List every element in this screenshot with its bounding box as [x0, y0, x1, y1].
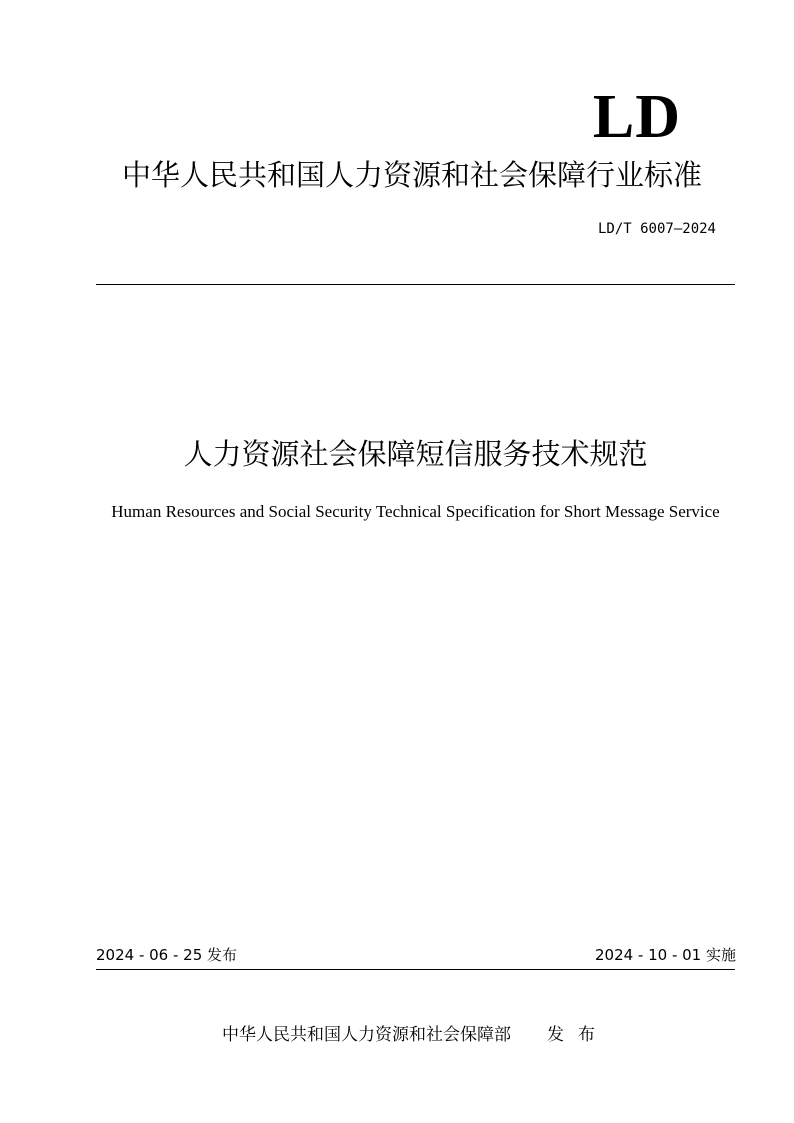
document-title-english: Human Resources and Social Security Technical Specification for Short Message Service	[111, 502, 720, 521]
standard-logo: LD	[592, 83, 681, 151]
standard-category: 中华人民共和国人力资源和社会保障行业标准	[121, 158, 702, 192]
bottom-divider	[96, 969, 735, 970]
issue-date: 2024 - 06 - 25 发布	[96, 946, 238, 964]
top-divider	[96, 284, 735, 285]
issuer-name: 中华人民共和国人力资源和社会保障部	[222, 1025, 511, 1045]
issuer-action: 发布	[547, 1025, 609, 1045]
issuer-line	[96, 1022, 735, 1048]
implementation-date: 2024 - 10 - 01 实施	[594, 946, 736, 964]
document-title-chinese: 人力资源社会保障短信服务技术规范	[183, 437, 648, 471]
standard-number: LD/T 6007—2024	[597, 221, 716, 237]
